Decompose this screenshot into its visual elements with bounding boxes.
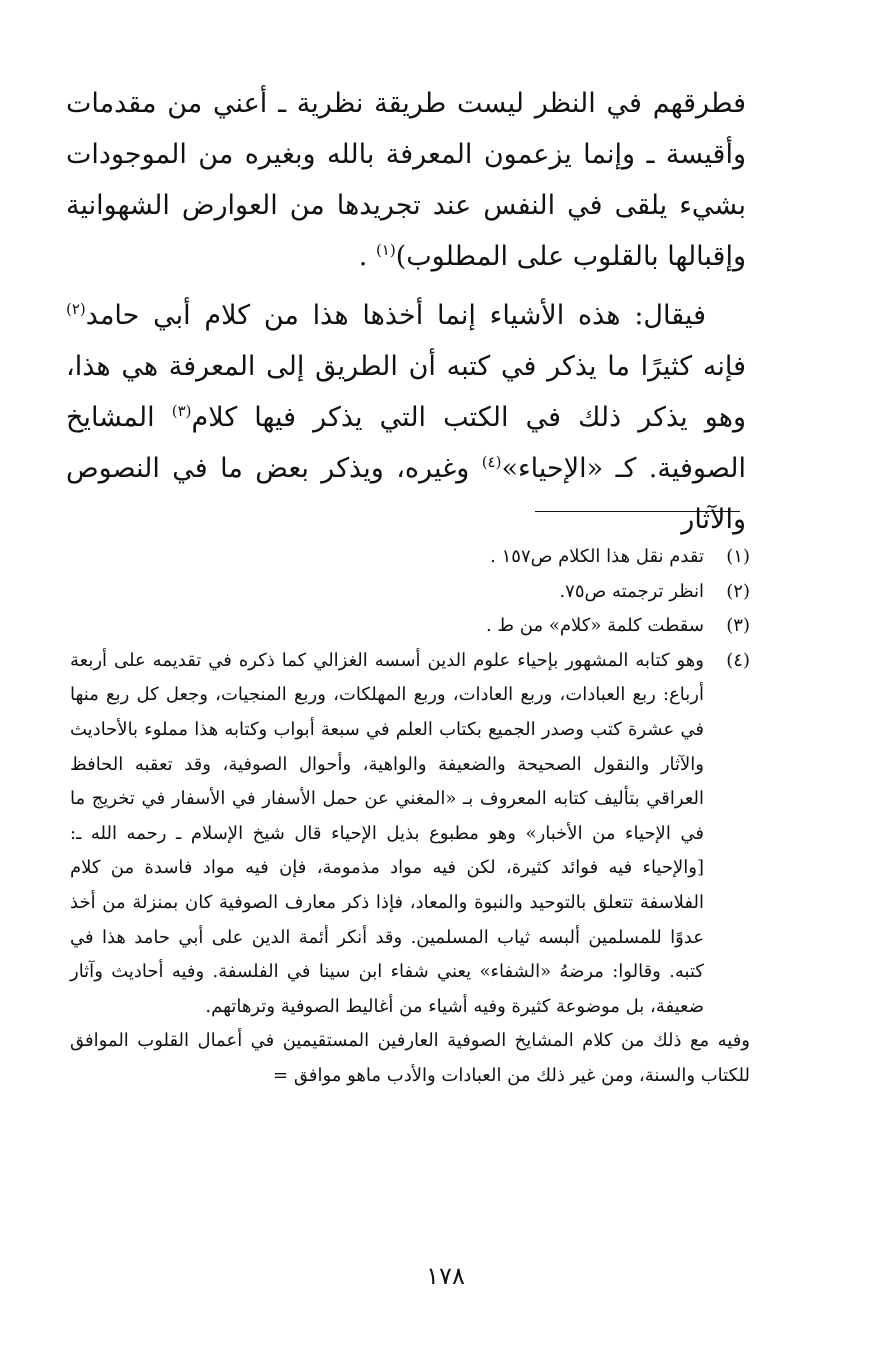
footnote-text: وهو كتابه المشهور بإحياء علوم الدين أسسه الغزالي كما ذكره في تقديمه على أربعة أرباع: ربع العبادات، وربع العادات، وربع المهلكات، وربع المنجيات، وجعل كل ربع منها في عشرة كتب وصدر الجميع بكتاب العلم في سبعة أبواب وكتابه هذا مملوء بالأحاديث والآثار والنقول الصحيحة والضعيفة والواهية، وأحوال الصوفية، وقد تعقبه الحافظ العراقي بتأليف كتابه المعروف بـ «المغني عن حمل الأسفار في الأسفار في تخريج ما في الإحياء من الأخبار» وهو مطبوع بذيل الإحياء قال شيخ الإسلام ـ رحمه الله ـ: [والإحياء فيه فوائد كثيرة، لكن فيه مواد مذمومة، فإن فيه مواد فاسدة من كلام الفلاسفة تتعلق بالتوحيد والنبوة والمعاد، فإذا ذكر معارف الصوفية كان بمنزلة من أخذ عدوًا للمسلمين ألبسه ثياب المسلمين. وقد أنكر أئمة الدين على أبي حامد هذا في كتبه. وقالوا: مرضهُ «الشفاء» يعني شفاء ابن سينا في الفلسفة. وفيه أحاديث وآثار ضعيفة، بل موضوعة كثيرة وفيه أشياء من أغاليط الصوفية وترهاتهم. bbox=[70, 649, 704, 1017]
footnote-2 bbox=[70, 575, 750, 610]
paragraph-2-part-b: فإنه كثيرًا ما يذكر في كتبه أن الطريق إلى المعرفة هي هذا، وهو يذكر ذلك في الكتب التي يذكر فيها كلام bbox=[66, 351, 746, 433]
footnote-4-continuation: وفيه مع ذلك من كلام المشايخ الصوفية العارفين المستقيمين في أعمال القلوب الموافق للكتاب والسنة، ومن غير ذلك من العبادات والأدب ماهو موافق = bbox=[70, 1030, 750, 1086]
footnote-ref-1: (١) bbox=[375, 241, 396, 259]
paragraph-1 bbox=[66, 78, 746, 282]
footnote-1 bbox=[70, 540, 750, 575]
footnote-text: سقطت كلمة «كلام» من ط . bbox=[485, 615, 704, 637]
footnote-ref-3: (٣) bbox=[171, 402, 192, 420]
footnote-number: (٢) bbox=[726, 580, 750, 602]
footnote-number: (٤) bbox=[726, 649, 750, 671]
paragraph-1-text: فطرقهم في النظر ليست طريقة نظرية ـ أعني من مقدمات وأقيسة ـ وإنما يزعمون المعرفة بالله وبغيره من الموجودات بشيء يلقى في النفس عند تجريدها من العوارض الشهوانية وإقبالها بالقلوب على المطلوب) bbox=[66, 88, 746, 272]
footnote-number: (١) bbox=[726, 546, 750, 567]
footnote-3 bbox=[70, 609, 750, 644]
footnote-number: (٣) bbox=[726, 615, 750, 637]
footnote-ref-4: (٤) bbox=[481, 453, 502, 471]
paragraph-2-part-d: وغيره، ويذكر بعض ما في النصوص والآثار bbox=[66, 453, 746, 535]
footnote-4 bbox=[70, 644, 750, 1025]
footnotes bbox=[70, 540, 750, 1094]
footnote-ref-2: (٢) bbox=[66, 300, 86, 318]
paragraph-1-end: . bbox=[358, 241, 376, 272]
page-number: ١٧٨ bbox=[426, 1262, 465, 1290]
paragraph-2-part-c: المشايخ الصوفية. كـ «الإحياء» bbox=[66, 402, 746, 484]
footnote-separator bbox=[535, 511, 740, 512]
footnote-text: انظر ترجمته ص٧٥. bbox=[559, 580, 704, 602]
footnote-text: تقدم نقل هذا الكلام ص١٥٧ . bbox=[490, 546, 704, 567]
paragraph-2-part-a: فيقال: هذه الأشياء إنما أخذها هذا من كلام أبي حامد bbox=[85, 300, 706, 331]
main-text bbox=[66, 78, 746, 545]
paragraph-2 bbox=[66, 290, 746, 545]
